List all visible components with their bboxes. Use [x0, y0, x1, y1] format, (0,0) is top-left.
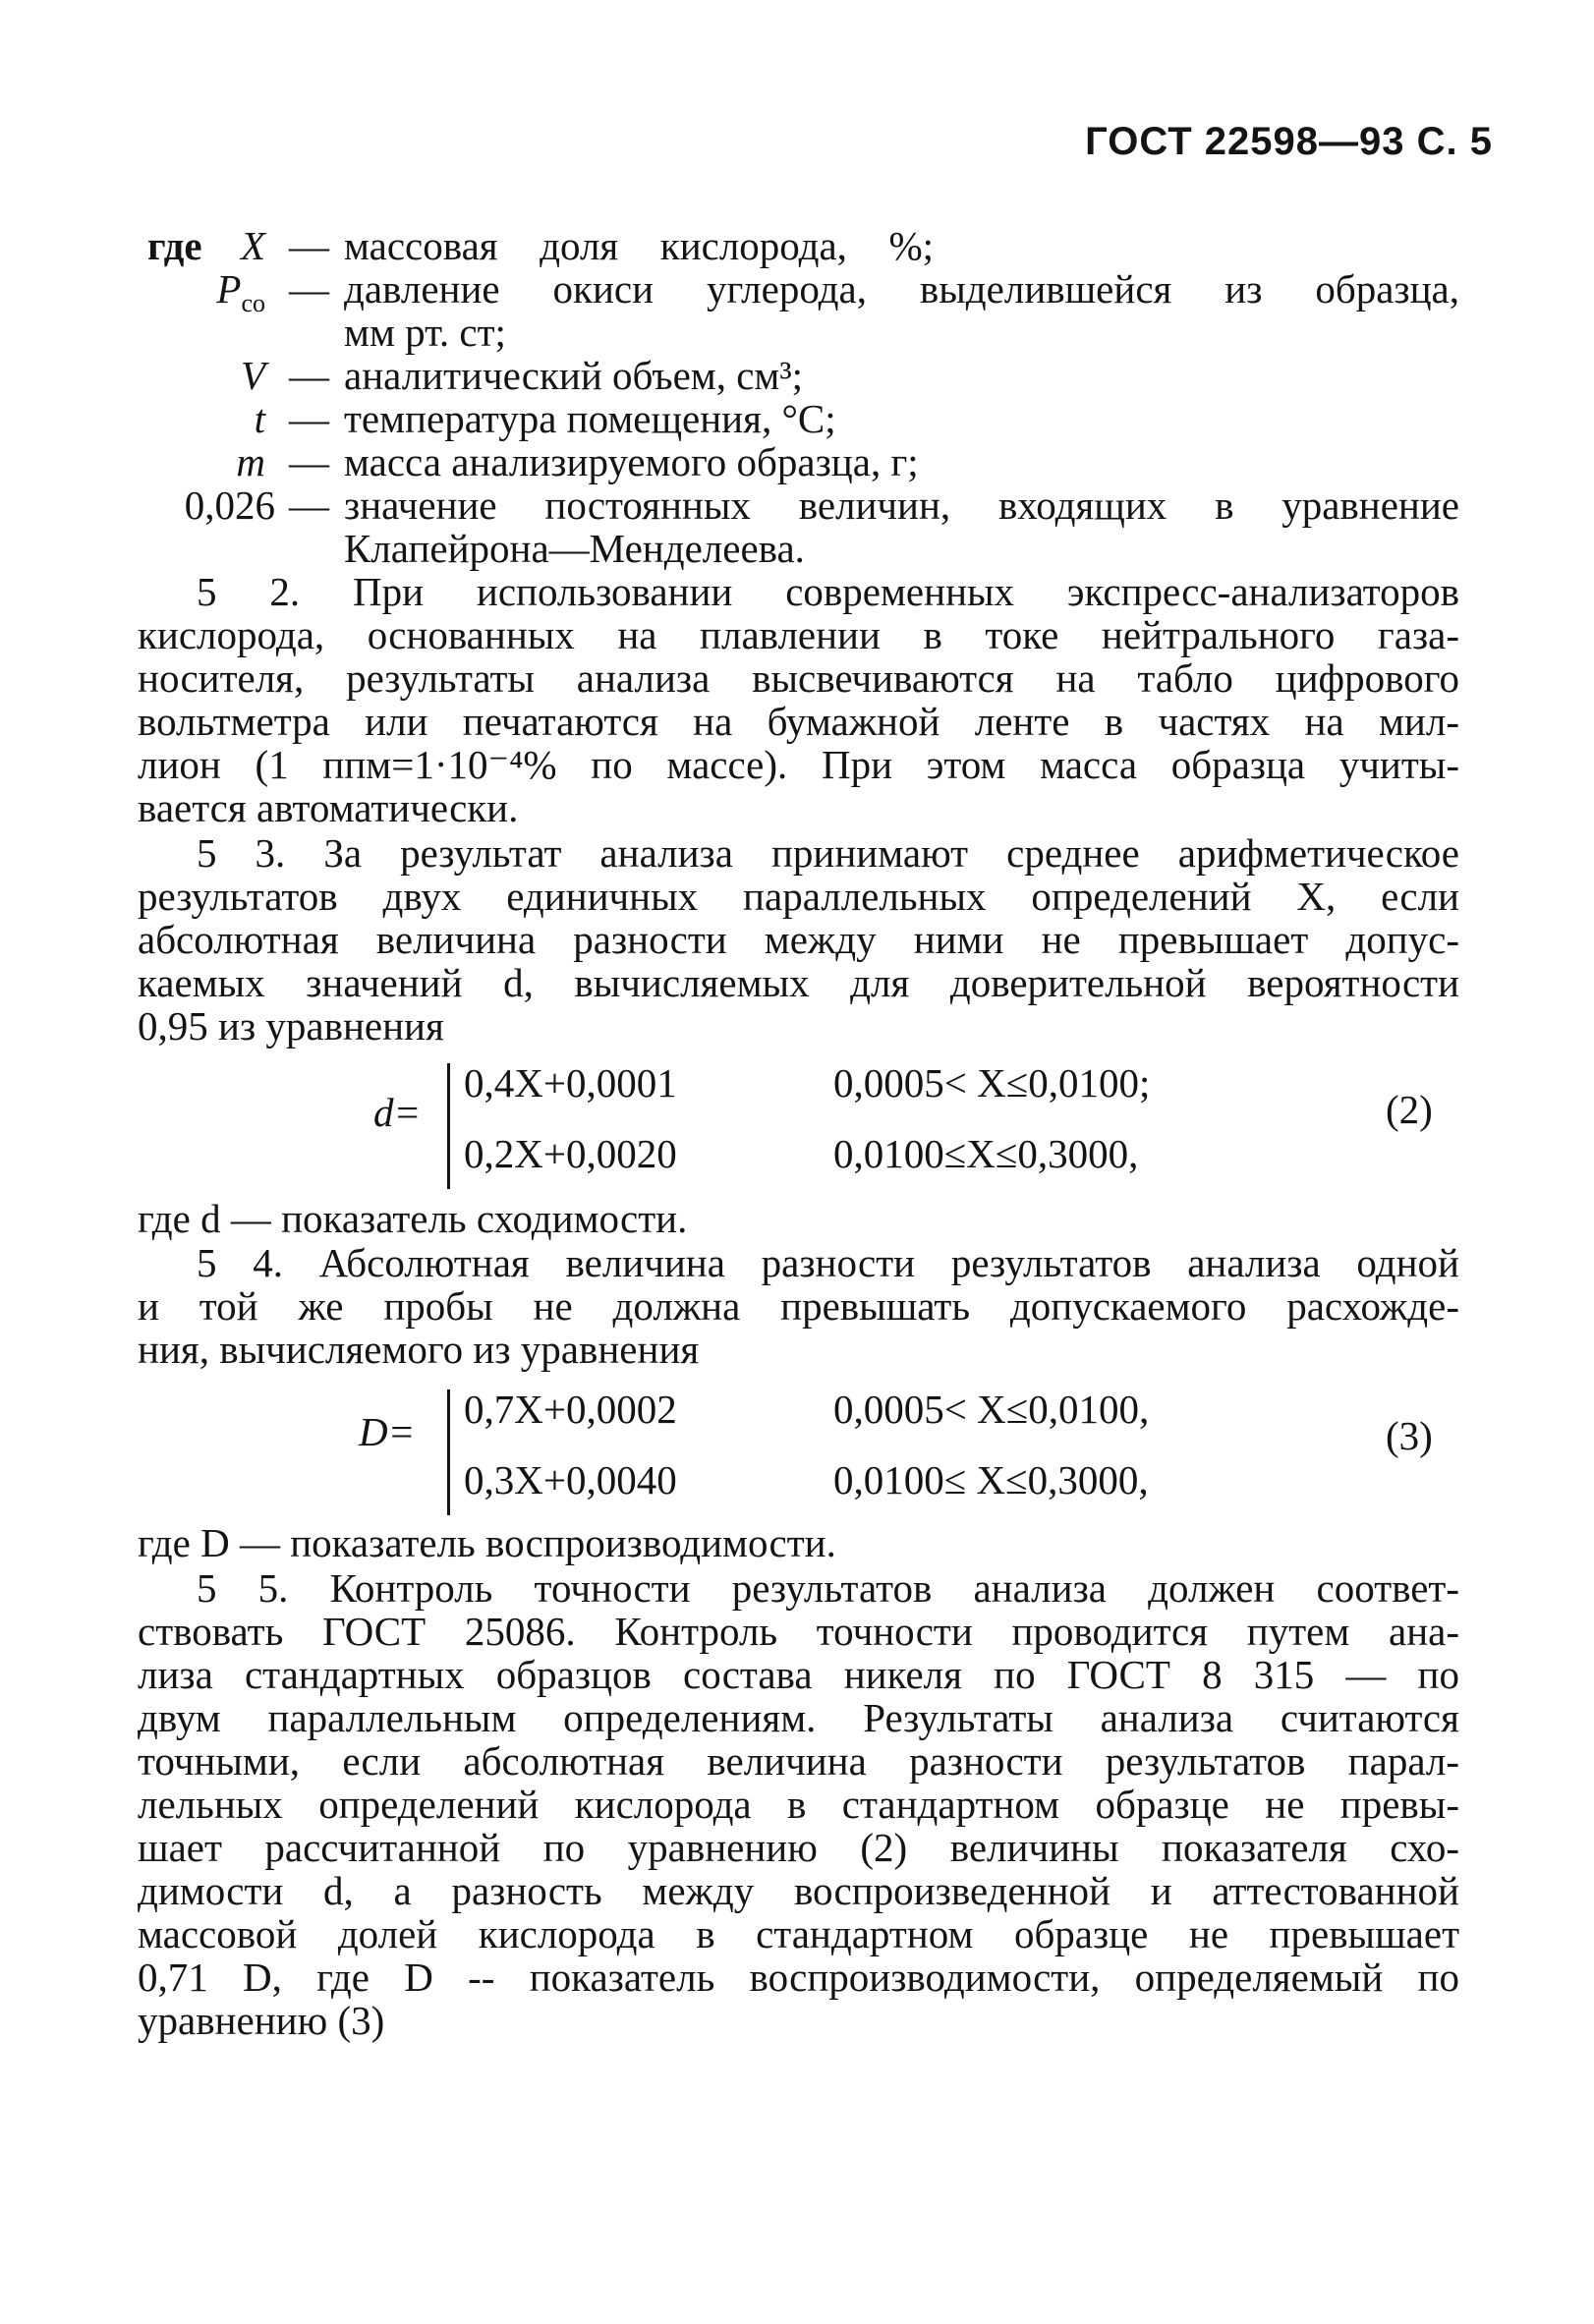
text-line: шает рассчитанной по уравнению (2) величины показателя схо-	[138, 1825, 1459, 1870]
eq3-where: где D — показатель воспроизводимости.	[138, 1520, 836, 1565]
text-line: 0,71 D, где D -- показатель воспроизводимости, определяемый по	[138, 1955, 1459, 2000]
def-text: массовая доля кислорода, %;	[344, 223, 934, 268]
text-line: носителя, результаты анализа высвечиваются на табло цифрового	[138, 655, 1459, 701]
def-symbol: X	[240, 223, 265, 268]
def-symbol: m	[236, 439, 265, 484]
eq3-lhs: D=	[359, 1409, 416, 1454]
eq2-row1-expr: 0,4X+0,0001	[464, 1060, 677, 1105]
text-line: кислорода, основанных на плавлении в токе нейтрального газа-	[138, 612, 1459, 657]
text-line: уравнению (3)	[138, 1998, 385, 2043]
def-dash: —	[289, 439, 329, 484]
def-symbol: 0,026	[184, 482, 275, 528]
text-line: и той же пробы не должна превышать допускаемого расхожде-	[138, 1283, 1459, 1329]
text-line: 5 3. За результат анализа принимают среднее арифметическое	[197, 830, 1459, 876]
eq2-row2-cond: 0,0100≤X≤0,3000,	[833, 1131, 1139, 1176]
def-text: Клапейрона—Менделеева.	[344, 526, 805, 571]
def-text: аналитический объем, см³;	[344, 353, 804, 398]
def-dash: —	[289, 223, 329, 268]
def-dash: —	[289, 482, 329, 528]
eq2-row2-expr: 0,2X+0,0020	[464, 1131, 677, 1176]
text-line: лиза стандартных образцов состава никеля по ГОСТ 8 315 — по	[138, 1652, 1459, 1697]
text-line: массовой долей кислорода в стандартном образце не превышает	[138, 1911, 1459, 1956]
def-text: масса анализируемого образца, г;	[344, 439, 919, 484]
text-line: 5 2. При использовании современных экспресс-анализаторов	[197, 569, 1459, 614]
text-line: 5 5. Контроль точности результатов анализа должен соответ-	[197, 1565, 1459, 1611]
text-line: ствовать ГОСТ 25086. Контроль точности проводится путем ана-	[138, 1609, 1459, 1654]
text-line: вольтметра или печатаются на бумажной ленте в частях на мил-	[138, 699, 1459, 744]
text-line: 0,95 из уравнения	[138, 1003, 444, 1049]
where-label: где	[147, 223, 202, 268]
def-text: значение постоянных величин, входящих в уравнение	[344, 482, 1459, 528]
def-dash: —	[289, 266, 329, 312]
text-line: ния, вычисляемого из уравнения	[138, 1327, 700, 1372]
eq3-row2-expr: 0,3X+0,0040	[464, 1457, 677, 1502]
text-line: точными, если абсолютная величина разности результатов парал-	[138, 1738, 1459, 1784]
eq2-number: (2)	[1386, 1087, 1433, 1132]
def-text: давление окиси углерода, выделившейся из образца,	[344, 266, 1459, 312]
eq3-number: (3)	[1386, 1413, 1433, 1458]
def-text: температура помещения, °С;	[344, 396, 836, 441]
text-line: лельных определений кислорода в стандартном образце не превы-	[138, 1782, 1459, 1827]
page-header: ГОСТ 22598—93 С. 5	[1085, 120, 1493, 163]
text-line: вается автоматически.	[138, 785, 519, 830]
def-dash: —	[289, 396, 329, 441]
def-dash: —	[289, 353, 329, 398]
def-symbol: V	[240, 353, 265, 398]
eq3-row1-expr: 0,7X+0,0002	[464, 1387, 677, 1432]
text-line: димости d, а разность между воспроизведенной и аттестованной	[138, 1868, 1459, 1913]
def-symbol: $P_{co}$	[216, 266, 265, 318]
text-line: результатов двух единичных параллельных определений X, если	[138, 874, 1459, 919]
def-text: мм рт. ст;	[344, 310, 506, 355]
eq2-lhs: d=	[373, 1090, 422, 1135]
text-line: каемых значений d, вычисляемых для доверительной вероятности	[138, 960, 1459, 1005]
eq2-row1-cond: 0,0005< X≤0,0100;	[833, 1060, 1151, 1105]
text-line: 5 4. Абсолютная величина разности результатов анализа одной	[197, 1240, 1459, 1285]
text-line: двум параллельным определениям. Результаты анализа считаются	[138, 1695, 1459, 1740]
eq3-row1-cond: 0,0005< X≤0,0100,	[833, 1387, 1150, 1432]
text-line: лион (1 ппм=1·10⁻⁴% по массе). При этом масса образца учиты-	[138, 742, 1459, 787]
text-line: абсолютная величина разности между ними не превышает допус-	[138, 917, 1459, 962]
eq3-row2-cond: 0,0100≤ X≤0,3000,	[833, 1457, 1149, 1502]
eq2-where: где d — показатель сходимости.	[138, 1196, 688, 1241]
def-symbol: t	[254, 396, 265, 441]
